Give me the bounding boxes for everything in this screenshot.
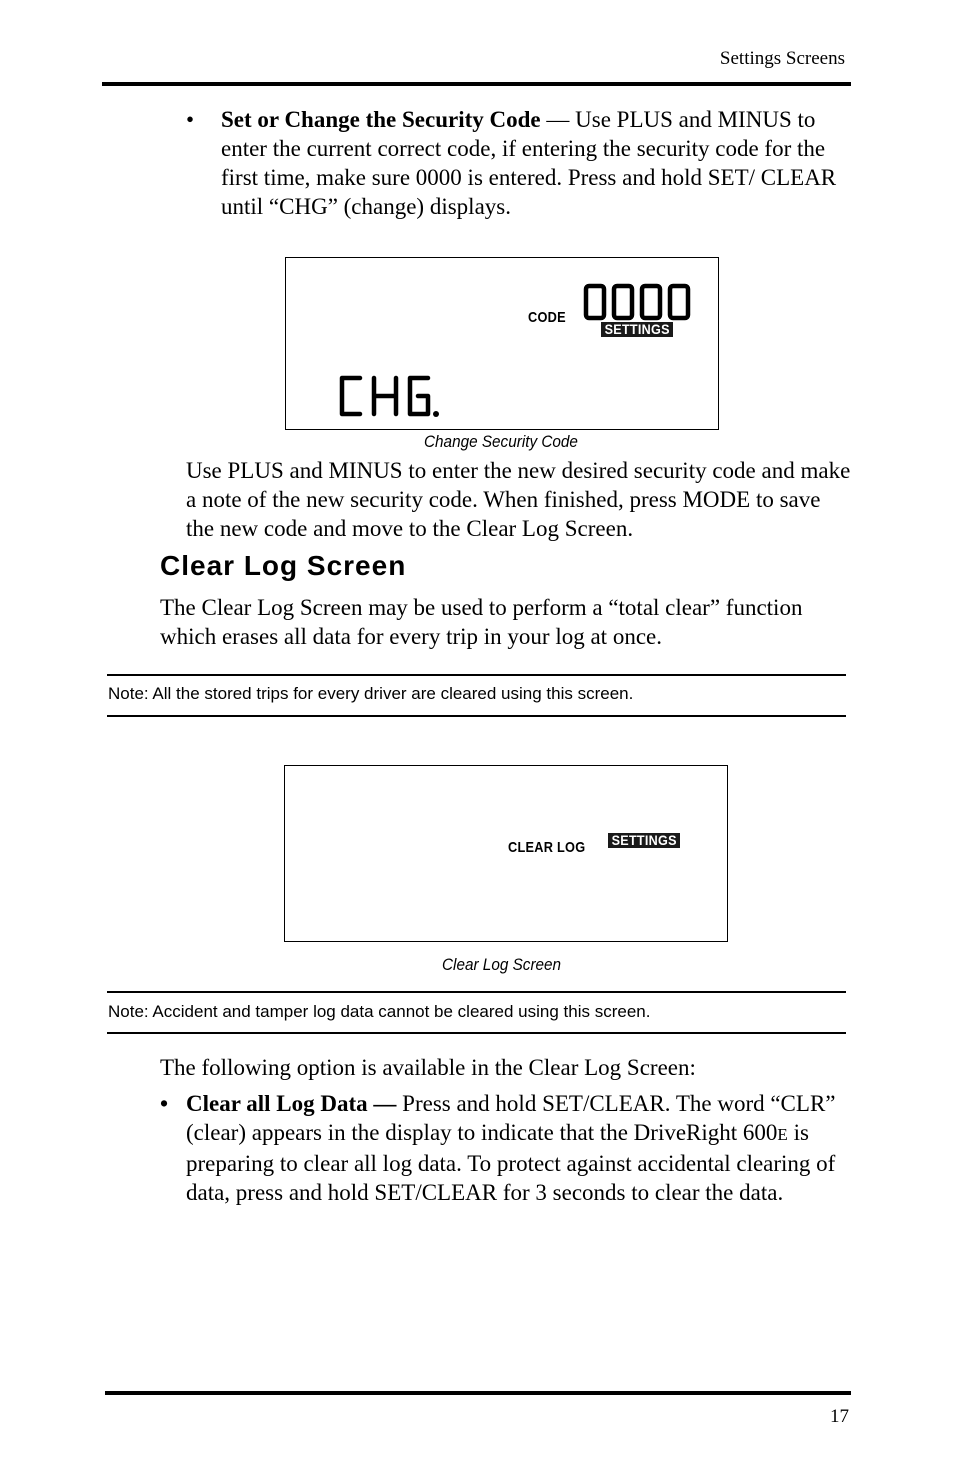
lcd-main-readout — [334, 373, 444, 421]
lcd-digit-readout — [582, 282, 692, 324]
bullet-clear-all-text-1: Press and hold SET/CLEAR. The word “CLR” (clear) appears in the display to indicate that the DriveRight 600 — [186, 1091, 836, 1145]
note-accident-tamper: Note: Accident and tamper log data cannot be cleared using this screen. — [108, 1002, 651, 1021]
bullet-security-text: — Use PLUS and MINUS to enter the current correct code, if entering the security code for the first time, make sure 0000 is entered. Press and hold SET/ CLEAR until “CHG” (change) displays. — [221, 107, 837, 219]
section-intro: The Clear Log Screen may be used to perform a “total clear” function which erases all data for every trip in your log at once. — [160, 595, 803, 649]
figure-caption-change-code: Change Security Code — [424, 432, 578, 451]
note-rule-bottom — [107, 715, 846, 717]
bullet-clear-all-heading: Clear all Log Data — — [186, 1091, 397, 1116]
lcd-settings-badge: SETTINGS — [608, 833, 680, 848]
note-rule-top — [107, 991, 846, 993]
lcd-change-security-code — [285, 257, 719, 430]
options-intro: The following option is available in the Clear Log Screen: — [160, 1055, 696, 1080]
header-rule — [102, 82, 851, 86]
bullet-clear-all-paragraph — [186, 1089, 846, 1207]
bullet-clear-all-text-2: is preparing to clear all log data. To protect against accidental clearing of data, press and hold SET/CLEAR for 3 seconds to clear the data. — [186, 1120, 836, 1205]
model-suffix: E — [777, 1125, 788, 1144]
lcd-clear-log-label: CLEAR LOG — [508, 839, 586, 856]
bullet-marker: • — [160, 1091, 169, 1116]
bullet-security-paragraph — [221, 105, 851, 221]
page-number: 17 — [830, 1406, 849, 1427]
note-stored-trips: Note: All the stored trips for every driver are cleared using this screen. — [108, 684, 634, 703]
section-title: Clear Log Screen — [160, 550, 407, 581]
lcd-clear-log-screen — [284, 765, 728, 942]
bullet-security-heading: Set or Change the Security Code — [221, 107, 541, 132]
lcd-settings-badge: SETTINGS — [601, 322, 673, 337]
footer-rule — [105, 1391, 851, 1395]
paragraph-new-code: Use PLUS and MINUS to enter the new desired security code and make a note of the new security code. When finished, press MODE to save the new code and move to the Clear Log Screen. — [186, 458, 851, 541]
note-rule-bottom — [107, 1032, 846, 1034]
bullet-marker: • — [186, 107, 195, 132]
figure-caption-clear-log: Clear Log Screen — [442, 955, 562, 974]
running-header: Settings Screens — [719, 48, 845, 69]
note-rule-top — [107, 674, 846, 676]
lcd-code-label: CODE — [528, 309, 566, 326]
